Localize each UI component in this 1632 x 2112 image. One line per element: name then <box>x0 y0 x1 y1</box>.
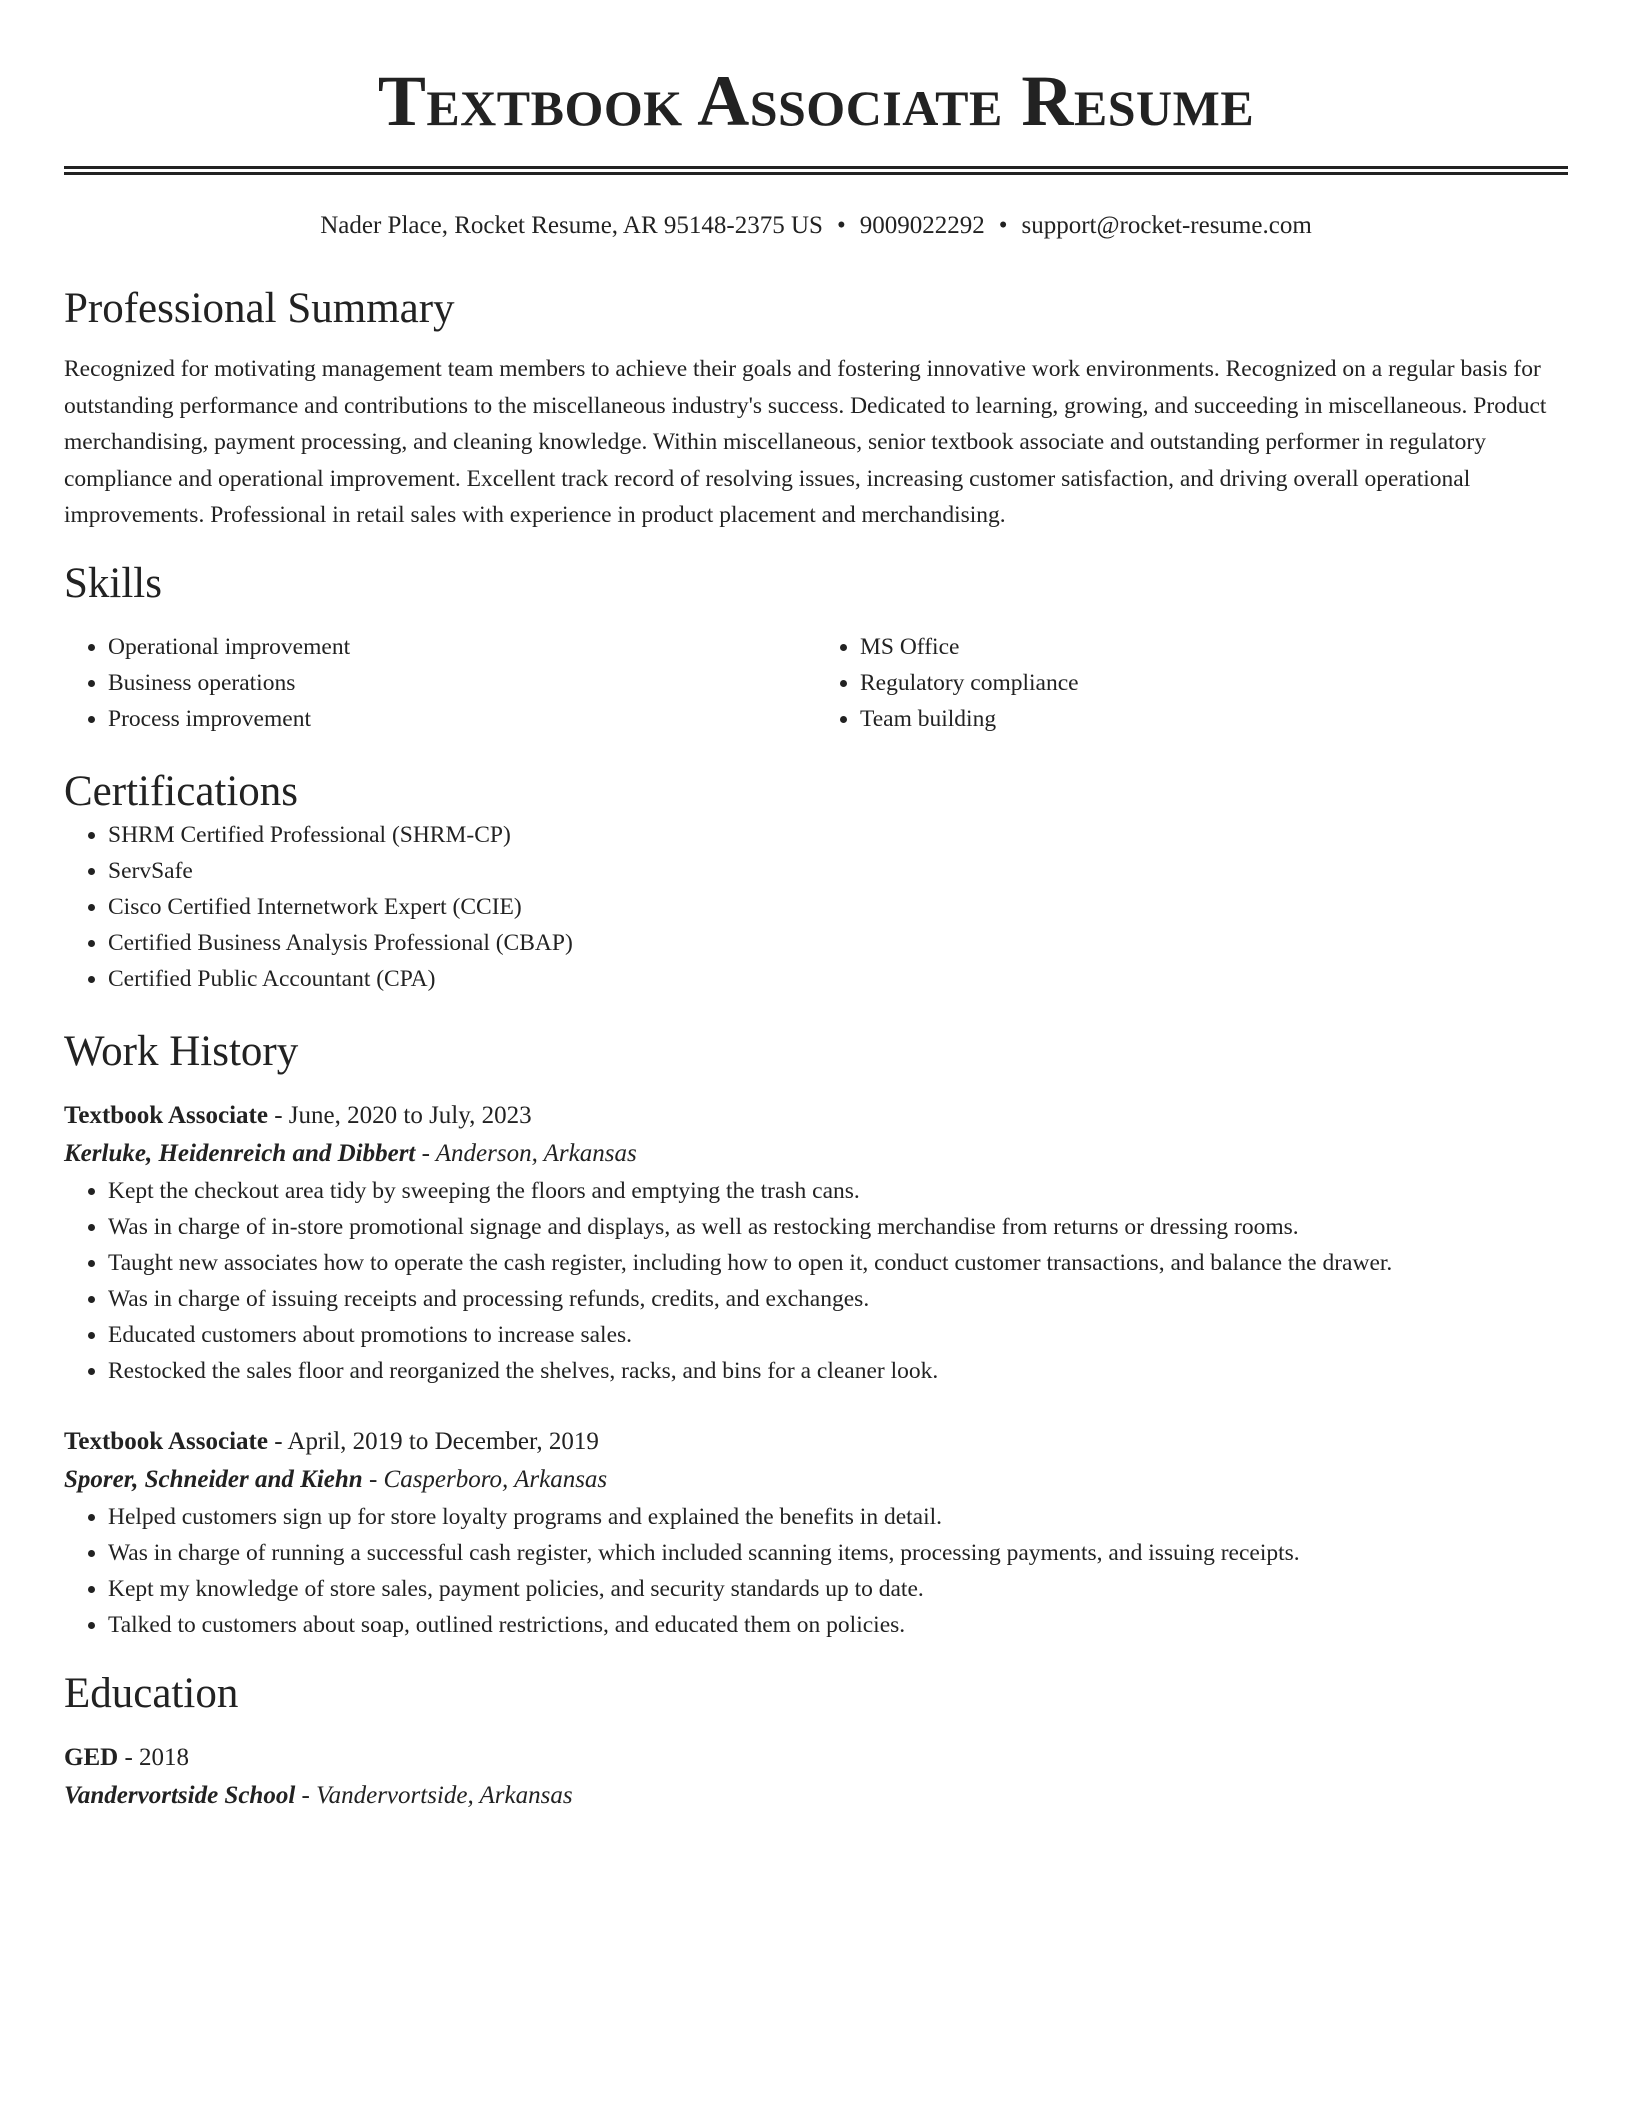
job-duty-item: • Restocked the sales floor and reorganized the shelves, racks, and bins for a cleaner look. <box>108 1353 1568 1389</box>
certifications-list <box>64 817 1568 997</box>
summary-heading: Professional Summary <box>64 285 455 332</box>
job-dates: - April, 2019 to December, 2019 <box>267 1427 599 1455</box>
company-name: Kerluke, Heidenreich and Dibbert <box>64 1139 416 1167</box>
school-line <box>64 1777 1568 1815</box>
job-duties-list <box>64 1499 1568 1643</box>
job-entry <box>64 1097 1568 1389</box>
job-duty-item: • Was in charge of issuing receipts and processing refunds, credits, and exchanges. <box>108 1281 1568 1317</box>
job-duty-item: • Kept the checkout area tidy by sweeping the floors and emptying the trash cans. <box>108 1173 1568 1209</box>
degree-year: - 2018 <box>118 1743 190 1771</box>
degree-name: GED <box>64 1743 119 1771</box>
contact-address: Nader Place, Rocket Resume, AR 95148-2375 US <box>320 212 823 239</box>
job-duty-item: • Kept my knowledge of store sales, payment policies, and security standards up to date. <box>108 1571 1568 1607</box>
skills-columns <box>64 629 1568 737</box>
school-location: - Vandervortside, Arkansas <box>295 1781 573 1809</box>
job-title: Textbook Associate <box>64 1101 268 1129</box>
certifications-heading: Certifications <box>64 767 299 815</box>
skill-item: • Operational improvement <box>108 629 816 665</box>
skills-list-left <box>64 629 816 737</box>
skill-item: • MS Office <box>860 629 1568 665</box>
job-title-line <box>64 1423 1568 1461</box>
resume-title: Textbook Associate Resume <box>377 61 1255 141</box>
job-duty-item: • Was in charge of running a successful cash register, which included scanning items, processing payments, and issuing receipts. <box>108 1535 1568 1571</box>
certification-item: • Certified Business Analysis Professional (CBAP) <box>108 925 1568 961</box>
work-history-heading: Work History <box>64 1027 299 1075</box>
job-duties-list <box>64 1173 1568 1389</box>
job-title-line <box>64 1097 1568 1135</box>
job-duty-item: • Was in charge of in-store promotional signage and displays, as well as restocking merchandise from returns or dressing rooms. <box>108 1209 1568 1245</box>
contact-separator: • <box>836 212 846 239</box>
job-duty-item: • Helped customers sign up for store loyalty programs and explained the benefits in detail. <box>108 1499 1568 1535</box>
contact-line <box>64 210 1568 242</box>
job-duty-item: • Taught new associates how to operate the cash register, including how to open it, conduct customer transactions, and balance the drawer. <box>108 1245 1568 1281</box>
job-dates: - June, 2020 to July, 2023 <box>267 1101 532 1129</box>
education-heading: Education <box>64 1669 239 1717</box>
company-line <box>64 1135 1568 1173</box>
job-entry <box>64 1423 1568 1643</box>
job-title: Textbook Associate <box>64 1427 268 1455</box>
job-duty-item: • Educated customers about promotions to increase sales. <box>108 1317 1568 1353</box>
skill-item: • Business operations <box>108 665 816 701</box>
skill-item: • Process improvement <box>108 701 816 737</box>
title-divider <box>64 166 1568 175</box>
certification-item: • SHRM Certified Professional (SHRM-CP) <box>108 817 1568 853</box>
skills-heading: Skills <box>64 559 162 607</box>
job-duty-item: • Talked to customers about soap, outlined restrictions, and educated them on policies. <box>108 1607 1568 1643</box>
company-line <box>64 1461 1568 1499</box>
skill-item: • Regulatory compliance <box>860 665 1568 701</box>
certification-item: • ServSafe <box>108 853 1568 889</box>
company-name: Sporer, Schneider and Kiehn <box>64 1465 363 1493</box>
company-location: - Casperboro, Arkansas <box>362 1465 608 1493</box>
certification-item: • Certified Public Accountant (CPA) <box>108 961 1568 997</box>
degree-line <box>64 1739 1568 1777</box>
certification-item: • Cisco Certified Internetwork Expert (CCIE) <box>108 889 1568 925</box>
contact-email[interactable]: support@rocket-resume.com <box>1021 212 1312 239</box>
summary-text: Recognized for motivating management team members to achieve their goals and fostering innovative work environments. Recognized on a regular basis for outstanding performance and contributions to the miscellaneous industry's success. Dedicated to learning, growing, and succeeding in miscellaneous. Product merchandising, payment processing, and cleaning knowledge. Within miscellaneous, senior textbook associate and outstanding performer in regulatory compliance and operational improvement. Excellent track record of resolving issues, increasing customer satisfaction, and driving overall operational improvements. Professional in retail sales with experience in product placement and merchandising. <box>64 356 1547 528</box>
school-name: Vandervortside School <box>64 1781 296 1809</box>
skills-list-right <box>816 629 1568 737</box>
contact-phone: 9009022292 <box>859 212 985 239</box>
contact-separator: • <box>998 212 1008 239</box>
skill-item: • Team building <box>860 701 1568 737</box>
education-entry <box>64 1739 1568 1815</box>
company-location: - Anderson, Arkansas <box>415 1139 637 1167</box>
